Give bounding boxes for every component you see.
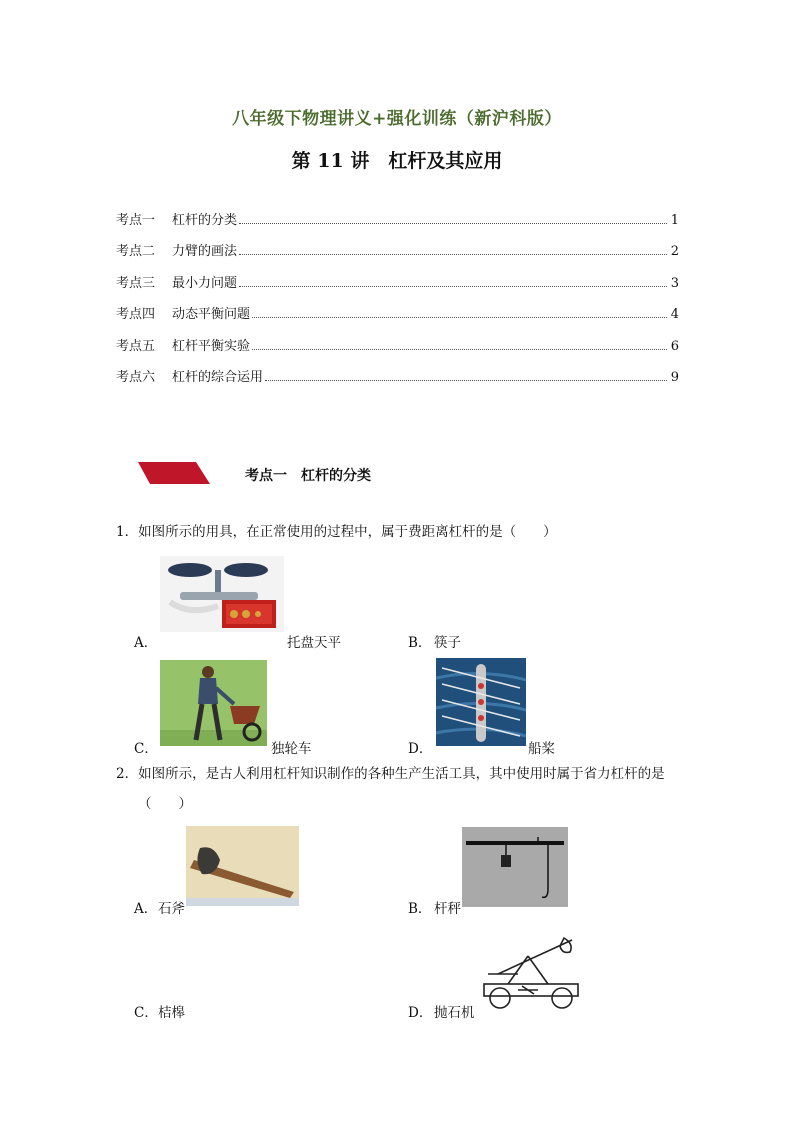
toc-code: 考点四 <box>116 307 156 322</box>
rowing-boat-image <box>436 658 526 746</box>
option-text[interactable]: 石斧 <box>158 901 185 917</box>
toc-page: 1 <box>670 213 679 228</box>
toc-code: 考点五 <box>116 339 156 354</box>
toc-code: 考点六 <box>116 370 156 385</box>
question-1-stem: 1．如图所示的用具，在正常使用的过程中，属于费距离杠杆的是（ ） <box>116 524 557 540</box>
option-letter[interactable]: C． <box>134 741 158 757</box>
toc-label: 最小力问题 <box>172 276 238 291</box>
stone-axe-image <box>186 826 299 906</box>
toc-row[interactable] <box>116 334 679 354</box>
toc-row[interactable] <box>116 239 679 259</box>
option-text[interactable]: 筷子 <box>434 635 461 651</box>
toc-leader <box>239 254 667 255</box>
toc-row[interactable] <box>116 271 679 291</box>
page-title: 第 11 讲 杠杆及其应用 <box>291 150 503 172</box>
toc-label: 杠杆平衡实验 <box>172 339 251 354</box>
toc-leader <box>265 380 667 381</box>
option-text[interactable]: 船桨 <box>528 741 555 757</box>
toc-page: 3 <box>670 276 679 291</box>
section-title: 考点一 杠杆的分类 <box>245 468 371 484</box>
section-banner <box>138 462 210 484</box>
option-text[interactable]: 桔槔 <box>158 1005 185 1021</box>
toc-row[interactable] <box>116 302 679 322</box>
option-letter[interactable]: B． <box>408 901 432 917</box>
option-letter[interactable]: C． <box>134 1005 158 1021</box>
document-subtitle: 八年级下物理讲义+强化训练（新沪科版） <box>232 109 562 129</box>
question-2-stem: 2．如图所示，是古人利用杠杆知识制作的各种生产生活工具，其中使用时属于省力杠杆的是 <box>116 766 665 782</box>
toc-row[interactable] <box>116 208 679 228</box>
steelyard-image <box>462 827 568 907</box>
toc-label: 动态平衡问题 <box>172 307 251 322</box>
option-letter[interactable]: A． <box>134 635 158 651</box>
toc-row[interactable] <box>116 365 679 385</box>
option-letter[interactable]: D． <box>408 1005 433 1021</box>
toc-leader <box>239 223 667 224</box>
option-letter[interactable]: D． <box>408 741 433 757</box>
toc-page: 9 <box>670 370 679 385</box>
question-2-stem-cont: （ ） <box>138 796 192 812</box>
toc-leader <box>239 286 667 287</box>
toc-code: 考点二 <box>116 244 156 259</box>
option-letter[interactable]: A． <box>134 901 158 917</box>
toc-leader <box>252 317 667 318</box>
option-text[interactable]: 抛石机 <box>434 1005 475 1021</box>
toc-label: 杠杆的分类 <box>172 213 238 228</box>
toc-page: 2 <box>670 244 679 259</box>
toc-label: 杠杆的综合运用 <box>172 370 264 385</box>
catapult-image <box>478 934 584 1014</box>
toc-code: 考点三 <box>116 276 156 291</box>
toc-label: 力臂的画法 <box>172 244 238 259</box>
toc-page: 6 <box>670 339 679 354</box>
option-letter[interactable]: B． <box>408 635 432 651</box>
toc-leader <box>252 349 667 350</box>
option-text[interactable]: 托盘天平 <box>287 635 341 651</box>
toc-code: 考点一 <box>116 213 156 228</box>
toc-page: 4 <box>670 307 679 322</box>
wheelbarrow-image <box>160 660 267 746</box>
option-text[interactable]: 杆秤 <box>434 901 461 917</box>
balance-scale-image <box>160 556 284 632</box>
option-text[interactable]: 独轮车 <box>271 741 312 757</box>
